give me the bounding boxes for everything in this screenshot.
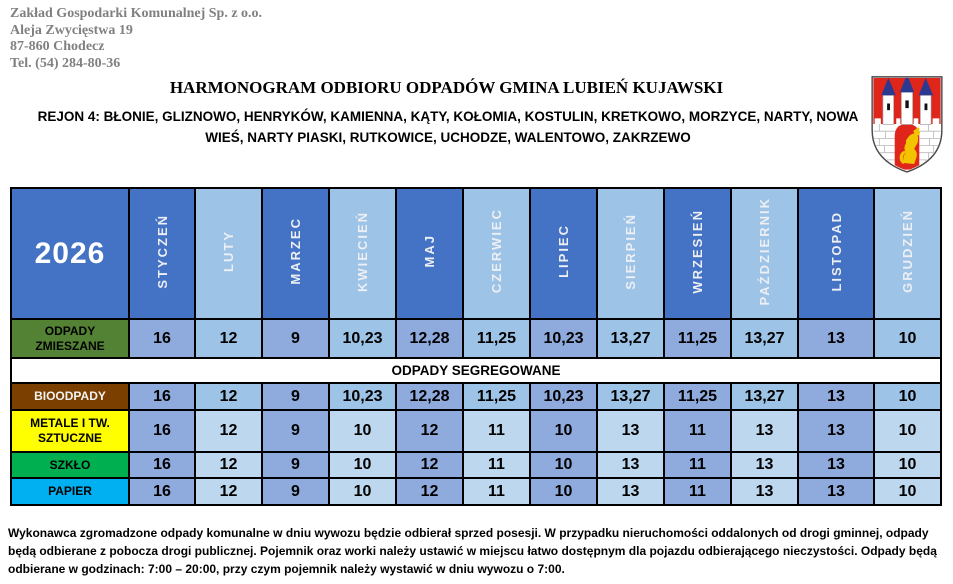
row-metale-tworzywa: [11, 410, 941, 452]
schedule-cell: 11,25: [664, 383, 731, 410]
schedule-cell: 12: [396, 410, 463, 452]
schedule-cell: 12,28: [396, 319, 463, 358]
schedule-cell: 10: [874, 383, 941, 410]
row-label-papier: PAPIER: [11, 478, 129, 505]
organisation-phone: Tel. (54) 284-80-36: [10, 55, 121, 71]
month-label: CZERWIEC: [489, 208, 504, 294]
schedule-cell: 13: [731, 478, 798, 505]
schedule-cell: 11,25: [664, 319, 731, 358]
schedule-cell: 10,23: [329, 319, 396, 358]
row-bioodpady: [11, 383, 941, 410]
schedule-cell: 9: [262, 452, 329, 478]
row-papier: [11, 478, 941, 505]
schedule-cell: 10: [329, 452, 396, 478]
schedule-cell: 12: [195, 410, 262, 452]
schedule-cell: 12: [195, 383, 262, 410]
schedule-cell: 10: [874, 478, 941, 505]
schedule-cell: 16: [129, 319, 195, 358]
schedule-cell: 13,27: [597, 319, 664, 358]
row-label-odpady-zmieszane: ODPADY ZMIESZANE: [11, 319, 129, 358]
schedule-cell: 10: [329, 410, 396, 452]
month-label: LUTY: [221, 230, 236, 272]
row-odpady-zmieszane: [11, 319, 941, 358]
schedule-cell: 13: [731, 452, 798, 478]
schedule-cell: 13: [597, 452, 664, 478]
schedule-cell: 12: [195, 319, 262, 358]
region-list: REJON 4: BŁONIE, GLIZNOWO, HENRYKÓW, KAMIENNA, KĄTY, KOŁOMIA, KOSTULIN, KRETKOWO, MORZYCE, NARTY, NOWA WIEŚ, NARTY PIASKI, RUTKOWICE, UCHODZE, WALENTOWO, ZAKRZEWO: [37, 109, 859, 145]
schedule-cell: 13: [731, 410, 798, 452]
month-header-marzec: [262, 188, 329, 319]
month-header-pazdziernik: [731, 188, 798, 319]
collection-schedule-table: [10, 187, 942, 506]
schedule-cell: 16: [129, 478, 195, 505]
schedule-cell: 11: [664, 410, 731, 452]
schedule-cell: 11: [664, 452, 731, 478]
month-label: SIERPIEŃ: [623, 212, 638, 290]
month-header-luty: [195, 188, 262, 319]
month-header-listopad: [798, 188, 874, 319]
month-label: MAJ: [422, 234, 437, 268]
schedule-cell: 13,27: [731, 319, 798, 358]
schedule-cell: 13: [597, 478, 664, 505]
month-label: KWIECIEŃ: [355, 210, 370, 292]
row-label-szklo: SZKŁO: [11, 452, 129, 478]
schedule-cell: 13: [597, 410, 664, 452]
schedule-cell: 16: [129, 452, 195, 478]
month-header-row: [11, 188, 941, 319]
schedule-cell: 10: [530, 410, 597, 452]
schedule-cell: 12: [195, 478, 262, 505]
schedule-cell: 10: [530, 478, 597, 505]
month-label: LIPIEC: [556, 224, 571, 278]
schedule-cell: 9: [262, 383, 329, 410]
schedule-cell: 13: [798, 452, 874, 478]
collection-rules-note: Wykonawca zgromadzone odpady komunalne w dniu wywozu będzie odbierał sprzed posesji. W przypadku nieruchomości oddalonych od drogi gminnej, odpady będą odbierane z pobocza drogi publicznej. Pojemnik oraz worki należy ustawić w miejscu łatwo dostępnym dla pojazdu odbierającego nieczystości. Odpady będą odbierane w godzinach: 7:00 – 20:00, przy czym pojemnik należy wystawić w dniu wywozu o 7:00.: [8, 526, 937, 576]
organisation-info: [10, 6, 262, 72]
schedule-cell: 13,27: [597, 383, 664, 410]
schedule-cell: 10: [874, 452, 941, 478]
schedule-cell: 16: [129, 383, 195, 410]
month-header-styczen: [129, 188, 195, 319]
organisation-street: Aleja Zwycięstwa 19: [10, 22, 133, 38]
month-header-maj: [396, 188, 463, 319]
month-header-wrzesien: [664, 188, 731, 319]
month-label: GRUDZIEŃ: [900, 209, 915, 293]
castle-towers: [883, 92, 931, 124]
coat-of-arms-lubien-kujawski: [866, 72, 948, 176]
schedule-cell: 13: [798, 478, 874, 505]
schedule-cell: 10: [530, 452, 597, 478]
schedule-cell: 12: [195, 452, 262, 478]
segregated-section-header: ODPADY SEGREGOWANE: [11, 358, 941, 383]
month-header-kwiecien: [329, 188, 396, 319]
row-label-metale: METALE I TW. SZTUCZNE: [11, 410, 129, 452]
schedule-cell: 9: [262, 410, 329, 452]
schedule-cell: 10,23: [329, 383, 396, 410]
schedule-cell: 10: [874, 410, 941, 452]
month-label: PAŹDZIERNIK: [757, 196, 772, 306]
schedule-cell: 10: [874, 319, 941, 358]
row-odpady-segregowane-header: [11, 358, 941, 383]
schedule-cell: 9: [262, 319, 329, 358]
schedule-cell: 9: [262, 478, 329, 505]
schedule-cell: 13,27: [731, 383, 798, 410]
organisation-name: Zakład Gospodarki Komunalnej Sp. z o.o.: [10, 6, 263, 21]
month-header-czerwiec: [463, 188, 530, 319]
month-label: MARZEC: [288, 217, 303, 285]
schedule-cell: 11,25: [463, 383, 530, 410]
year-cell: 2026: [11, 188, 129, 319]
month-header-lipiec: [530, 188, 597, 319]
schedule-cell: 11,25: [463, 319, 530, 358]
schedule-cell: 11: [463, 410, 530, 452]
row-label-bioodpady: BIOODPADY: [11, 383, 129, 410]
schedule-cell: 11: [664, 478, 731, 505]
organisation-city: 87-860 Chodecz: [10, 39, 105, 54]
schedule-cell: 11: [463, 452, 530, 478]
schedule-cell: 10,23: [530, 383, 597, 410]
schedule-cell: 12: [396, 452, 463, 478]
schedule-cell: 16: [129, 410, 195, 452]
schedule-cell: 10: [329, 478, 396, 505]
schedule-cell: 12,28: [396, 383, 463, 410]
month-header-sierpien: [597, 188, 664, 319]
schedule-cell: 13: [798, 319, 874, 358]
schedule-cell: 13: [798, 383, 874, 410]
month-label: LISTOPAD: [828, 210, 844, 292]
month-label: WRZESIEŃ: [690, 208, 705, 294]
page-title: HARMONOGRAM ODBIORU ODPADÓW GMINA LUBIEŃ KUJAWSKI: [169, 78, 724, 97]
month-header-grudzien: [874, 188, 941, 319]
schedule-cell: 13: [798, 410, 874, 452]
schedule-cell: 10,23: [530, 319, 597, 358]
month-label: STYCZEŃ: [154, 213, 170, 289]
row-szklo: [11, 452, 941, 478]
schedule-cell: 11: [463, 478, 530, 505]
schedule-cell: 12: [396, 478, 463, 505]
